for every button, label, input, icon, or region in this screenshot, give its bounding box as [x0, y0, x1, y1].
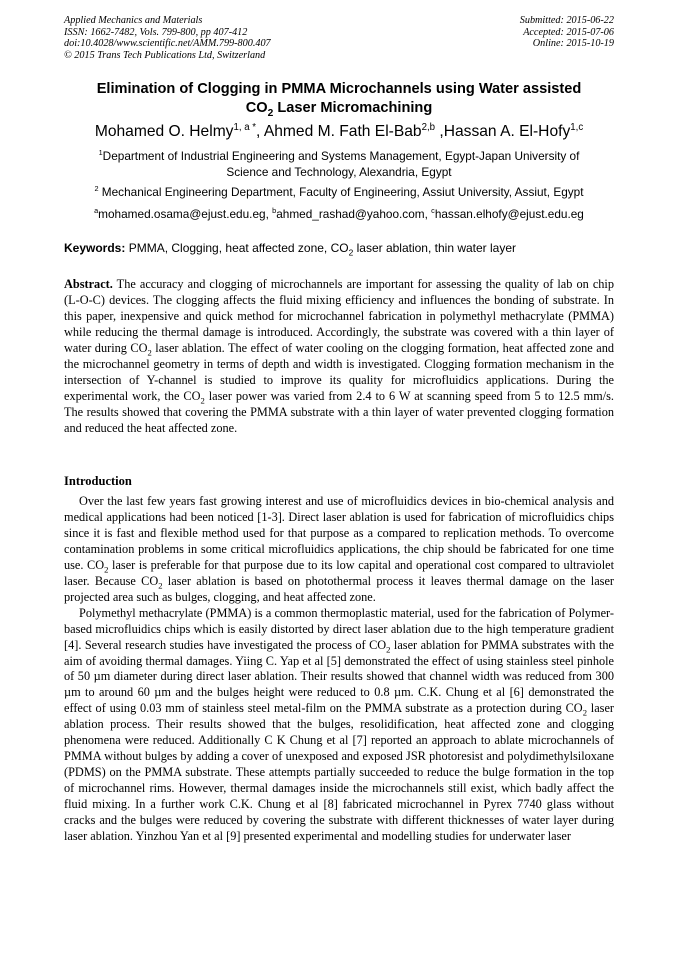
paper-title: [40, 80, 638, 118]
journal-copyright: © 2015 Trans Tech Publications Ltd, Switzerland: [64, 49, 266, 61]
submission-dates: [520, 15, 614, 50]
journal-info: [64, 15, 271, 61]
journal-name: Applied Mechanics and Materials: [64, 15, 203, 26]
paragraph: Over the last few years fast growing interest and use of microfluidics devices in bio-chemical analysis and medical applications had been noticed [1-3]. Direct laser ablation is used for fabrication of microfluidics chips since it is fast and flexible method used for that purpose as a compared to replication methods. To overcome contamination problems in some critical microfluidics applications, the chip should be fabricated for one time use. $CO_2$ laser is preferable for that purpose due to its low capital and operational cost compared to ultraviolet laser. Because $CO_2$ laser ablation is based on photothermal process it leaves thermal damage on the laser projected area such as bulges, clogging, and heat affected zone.: [64, 494, 614, 604]
author-list: [30, 122, 648, 141]
author: Hassan A. El-Hofy$^{1,c}$: [443, 121, 584, 140]
email-address: $^a$mohamed.osama@ejust.edu.eg,: [94, 206, 273, 221]
email-address: $^b$ahmed_rashad@yahoo.com,: [272, 206, 432, 221]
submitted-date: Submitted: 2015-06-22: [519, 15, 614, 26]
paragraph: Polymethyl methacrylate (PMMA) is a common thermoplastic material, used for the fabrication of Polymer- based microfluidics chips which is easily distorted by direct laser ablation due to the high temperature gradient [4]. Several research studies have investigated the process of $CO_2$ laser ablation for PMMA substrates with the aim of avoiding thermal damages. Yiing C. Yap et al [5] demonstrated the effect of using stainless steel pinhole of 50 µm diameter during direct laser ablation. Their results showed that channel width was reduced from 300 µm to around 60 µm and the bulges height were reduced to 0.8 µm. C.K. Chung et al [6] demonstrated the effect of using 0.03 mm of stainless steel metal-film on the PMMA substrate as a protection during $CO_2$ laser ablation process. Their results showed that the bulges, resolidification, heat affected zone and clogging phenomena were reduced. Additionally C K Chung et al [7] reported an approach to ablate microchannels of PMMA without bulges by adding a cover of unexposed and exposed JSR photoresist and polydimethylsiloxane (PDMS) on the PMMA substrate. These attempts partially succeeded to reduce the bulge formation in the top of microchannel rims. However, thermal damages inside the microchannels still exist, which badly affect the fluid mixing. In a further work C.K. Chung et al [8] fabricated microchannel in Pyrex 7740 glass without cracks and the bulges were reduced by covering the substrate with different thicknesses of water layer during laser ablation. Yinzhou Yan et al [9] presented experimental and modelling studies for underwater laser: [64, 605, 614, 844]
affiliation-1: $^1$Department of Industrial Engineering and Systems Management, Egypt-Japan University of Science and Technology, Alexandria, Egypt: [98, 148, 580, 179]
author: Mohamed O. Helmy$^{1, a *}$,: [94, 121, 264, 140]
abstract-label: Abstract.: [64, 277, 113, 291]
email-address: $^c$hassan.elhofy@ejust.edu.eg: [431, 206, 584, 221]
journal-doi: doi:10.4028/www.scientific.net/AMM.799-800.407: [64, 38, 271, 50]
abstract: Abstract. The accuracy and clogging of microchannels are important for assessing the quality of lab on chip (L-O-C) devices. The clogging affects the fluid mixing efficiency and influences the bonding of substrate. In this paper, inexpensive and quick method for microchannel fabrication in polymethyl methacrylate (PMMA) while reducing the thermal damage is introduced. Accordingly, the substrate was covered with a thin layer of water during $CO_2$ laser ablation. The effect of water cooling on the clogging formation, heat affected zone and the microchannel geometry in terms of depth and width is investigated. Clogging formation mechanism in the intersection of Y-channel is studied to improve its quality for microfluidics applications. During the experimental work, the $CO_2$ laser power was varied from 2.4 to 6 W at scanning speed from 5 to 12.5 mm/s. The results showed that covering the PMMA substrate with a thin layer of water prevented clogging formation and reduced the heat affected zone.: [64, 277, 614, 435]
affiliation-2: $^2$ Mechanical Engineering Department, Faculty of Engineering, Assiut University, Assiut, Egypt: [94, 184, 584, 199]
title-line-1: Elimination of Clogging in PMMA Microchannels using Water assisted: [96, 81, 582, 97]
keywords-label: Keywords:: [64, 241, 126, 255]
journal-issn: ISSN: 1662-7482, Vols. 799-800, pp 407-412: [64, 26, 248, 38]
section-heading-introduction: Introduction: [64, 474, 132, 488]
online-date: Online: 2015-10-19: [532, 38, 614, 50]
keywords: Keywords: PMMA, Clogging, heat affected zone, $CO_2$ laser ablation, thin water layer: [64, 241, 517, 258]
introduction-body: [64, 494, 614, 845]
author-emails: [30, 207, 648, 222]
title-line-2: $CO_2$ Laser Micromachining: [245, 100, 433, 119]
author: Ahmed M. Fath El-Bab$^{2,b}$ ,: [263, 121, 444, 140]
accepted-date: Accepted: 2015-07-06: [523, 26, 614, 38]
